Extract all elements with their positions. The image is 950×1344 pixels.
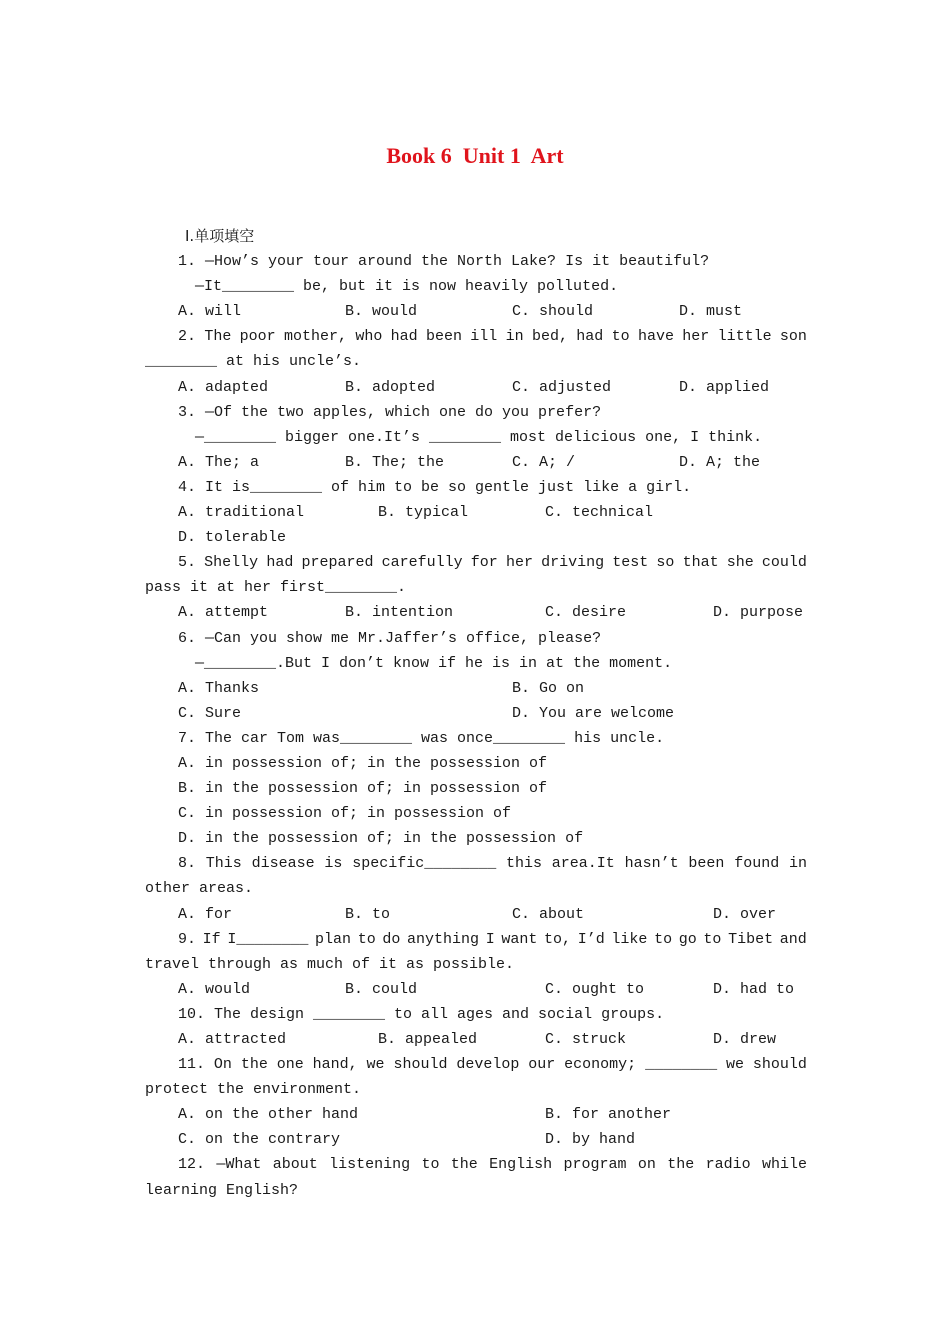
- option-d: D. drew: [713, 1031, 777, 1048]
- question-word: mother,: [283, 328, 347, 346]
- question-11: [145, 1052, 807, 1077]
- question-word: to: [703, 930, 722, 948]
- question-word: to,: [544, 930, 572, 948]
- question-word: carefully: [381, 554, 463, 572]
- option-d: D. must: [679, 303, 743, 321]
- question-6-answer-line: —________.But I don’t know if he is in at the moment.: [195, 654, 673, 672]
- question-word: If: [202, 930, 221, 948]
- option-c: C. Sure: [178, 704, 242, 722]
- question-5-continued: pass it at her first________.: [145, 579, 407, 597]
- option-a: A. will: [178, 303, 242, 321]
- question-word: plan: [315, 930, 352, 948]
- question-word: develop: [456, 1056, 520, 1074]
- question-9-continued: travel through as much of it as possible.: [145, 955, 515, 973]
- question-9: [145, 927, 807, 952]
- question-word: Tibet: [728, 930, 774, 948]
- question-11-continued: protect the environment.: [145, 1081, 362, 1099]
- question-word: do: [382, 930, 401, 948]
- option-c: C. in possession of; in possession of: [178, 805, 512, 823]
- option-b: B. The; the: [345, 453, 445, 471]
- option-d: D. You are welcome: [512, 704, 675, 722]
- question-word: 9.: [178, 930, 197, 948]
- question-word: hasn’t: [624, 855, 679, 873]
- question-word: On: [213, 1056, 232, 1074]
- option-a: A. in possession of; in the possession of: [178, 754, 548, 772]
- option-b: B. appealed: [378, 1031, 478, 1048]
- question-2-continued: ________ at his uncle’s.: [145, 353, 362, 371]
- question-word: the: [450, 1156, 478, 1174]
- option-d: D. had to: [713, 980, 795, 998]
- question-word: —What: [216, 1156, 262, 1174]
- question-8: [145, 851, 807, 876]
- question-1: 1. —How’s your tour around the North Lake? Is it beautiful?: [178, 253, 710, 271]
- option-a: A. attempt: [178, 604, 269, 622]
- option-a: A. adapted: [178, 378, 269, 396]
- question-word: in: [505, 328, 524, 346]
- option-c: C. desire: [545, 604, 627, 622]
- option-b: B. could: [345, 980, 418, 998]
- option-c: C. adjusted: [512, 378, 612, 396]
- question-word: specific________: [352, 855, 497, 873]
- question-word: in: [788, 855, 807, 873]
- question-word: she: [726, 554, 754, 572]
- option-c: C. A; /: [512, 453, 576, 471]
- question-word: for: [470, 554, 498, 572]
- option-d: D. tolerable: [178, 529, 287, 547]
- question-word: Shelly: [204, 554, 259, 572]
- option-c: C. should: [512, 303, 594, 321]
- option-d: D. over: [713, 905, 777, 923]
- question-word: while: [761, 1156, 807, 1174]
- question-word: I________: [227, 930, 309, 948]
- option-c: C. struck: [545, 1031, 627, 1048]
- question-word: anything: [407, 930, 480, 948]
- question-word: and: [779, 930, 807, 948]
- question-1-options: [145, 299, 807, 324]
- option-c: C. ought to: [545, 980, 645, 998]
- question-word: been: [688, 855, 725, 873]
- question-word: we: [725, 1056, 744, 1074]
- option-b: B. for another: [545, 1106, 672, 1124]
- exercise-content: [145, 224, 807, 1203]
- question-word: the: [240, 1056, 268, 1074]
- question-6-options-row-2: [145, 701, 807, 726]
- option-d: D. A; the: [679, 453, 761, 471]
- question-word: go: [678, 930, 697, 948]
- option-c: C. on the contrary: [178, 1131, 341, 1149]
- question-word: 5.: [178, 554, 197, 572]
- question-word: our: [528, 1056, 556, 1074]
- question-word: disease: [251, 855, 315, 873]
- question-word: 2.: [178, 328, 197, 346]
- option-a: A. Thanks: [178, 679, 260, 697]
- question-word: to: [357, 930, 376, 948]
- question-word: about: [272, 1156, 318, 1174]
- section-heading: Ⅰ.单项填空: [185, 227, 255, 245]
- question-word: is: [324, 855, 343, 873]
- question-2-options: [145, 375, 807, 400]
- question-word: this: [506, 855, 543, 873]
- option-a: A. The; a: [178, 453, 260, 471]
- question-word: 11.: [178, 1056, 206, 1074]
- question-word: English: [489, 1156, 553, 1174]
- question-word: found: [734, 855, 780, 873]
- question-8-options: [145, 902, 807, 927]
- question-6: 6. —Can you show me Mr.Jaffer’s office, please?: [178, 629, 602, 647]
- question-10: 10. The design ________ to all ages and social groups.: [178, 1005, 665, 1023]
- question-word: one: [276, 1056, 304, 1074]
- question-12-continued: learning English?: [145, 1181, 299, 1199]
- option-c: C. technical: [545, 504, 654, 522]
- option-a: A. for: [178, 905, 233, 923]
- question-word: ________: [645, 1056, 718, 1074]
- question-4-options: [145, 500, 807, 525]
- question-word: test: [612, 554, 649, 572]
- question-word: I’d: [577, 930, 605, 948]
- question-word: could: [761, 554, 807, 572]
- question-word: we: [366, 1056, 385, 1074]
- option-b: B. typical: [378, 504, 469, 522]
- question-7: 7. The car Tom was________ was once________ his uncle.: [178, 729, 665, 747]
- option-d: D. by hand: [545, 1131, 636, 1149]
- question-word: I: [485, 930, 495, 948]
- question-3: 3. —Of the two apples, which one do you prefer?: [178, 403, 602, 421]
- question-word: that: [682, 554, 719, 572]
- option-b: B. intention: [345, 604, 454, 622]
- question-word: on: [637, 1156, 656, 1174]
- question-word: poor: [239, 328, 276, 346]
- question-word: ill: [470, 328, 498, 346]
- question-5-options: [145, 600, 807, 625]
- option-a: A. would: [178, 980, 251, 998]
- question-word: little: [717, 328, 772, 346]
- question-word: her: [505, 554, 533, 572]
- option-b: B. Go on: [512, 679, 585, 697]
- option-b: B. would: [345, 303, 418, 321]
- question-word: so: [656, 554, 675, 572]
- question-word: should: [752, 1056, 807, 1074]
- option-d: D. in the possession of; in the possession of: [178, 830, 584, 848]
- question-word: like: [611, 930, 648, 948]
- question-1-answer-line: —It________ be, but it is now heavily polluted.: [195, 278, 619, 296]
- option-a: A. traditional: [178, 504, 305, 522]
- question-5: [145, 550, 807, 575]
- question-word: area.It: [551, 855, 615, 873]
- question-word: 12.: [178, 1156, 206, 1174]
- question-word: listening: [329, 1156, 411, 1174]
- question-11-options-row-2: [145, 1127, 807, 1152]
- question-word: the: [667, 1156, 695, 1174]
- question-word: to: [654, 930, 673, 948]
- option-b: B. in the possession of; in possession of: [178, 780, 548, 798]
- question-word: economy;: [564, 1056, 637, 1074]
- option-d: D. purpose: [713, 604, 804, 622]
- question-word: want: [501, 930, 538, 948]
- question-word: should: [393, 1056, 448, 1074]
- question-word: son: [779, 328, 807, 346]
- option-b: B. adopted: [345, 378, 436, 396]
- question-word: The: [204, 328, 232, 346]
- question-word: had: [390, 328, 418, 346]
- question-4: 4. It is________ of him to be so gentle just like a girl.: [178, 478, 692, 496]
- question-word: radio: [705, 1156, 751, 1174]
- document-title: Book 6 Unit 1 Art: [386, 143, 564, 168]
- question-3-options: [145, 450, 807, 475]
- question-10-options: [145, 1027, 807, 1052]
- option-a: A. attracted: [178, 1031, 287, 1048]
- question-9-options: [145, 977, 807, 1002]
- option-c: C. about: [512, 905, 585, 923]
- question-word: to: [421, 1156, 440, 1174]
- option-a: A. on the other hand: [178, 1106, 359, 1124]
- question-word: hand,: [312, 1056, 358, 1074]
- question-word: prepared: [301, 554, 374, 572]
- question-word: who: [355, 328, 383, 346]
- question-word: to: [611, 328, 630, 346]
- option-d: D. applied: [679, 378, 770, 396]
- question-12: [145, 1152, 807, 1177]
- question-word: driving: [541, 554, 605, 572]
- question-2: [145, 324, 807, 349]
- question-word: her: [682, 328, 710, 346]
- question-6-options-row-1: [145, 676, 807, 701]
- question-3-answer-line: —________ bigger one.It’s ________ most delicious one, I think.: [195, 428, 763, 446]
- question-word: 8.: [178, 855, 197, 873]
- question-8-continued: other areas.: [145, 880, 254, 898]
- question-11-options-row-1: [145, 1102, 807, 1127]
- question-word: have: [637, 328, 674, 346]
- question-word: bed,: [531, 328, 568, 346]
- question-word: had: [266, 554, 294, 572]
- question-word: This: [205, 855, 242, 873]
- question-word: been: [425, 328, 462, 346]
- question-word: program: [563, 1156, 627, 1174]
- question-word: had: [576, 328, 604, 346]
- option-b: B. to: [345, 905, 391, 923]
